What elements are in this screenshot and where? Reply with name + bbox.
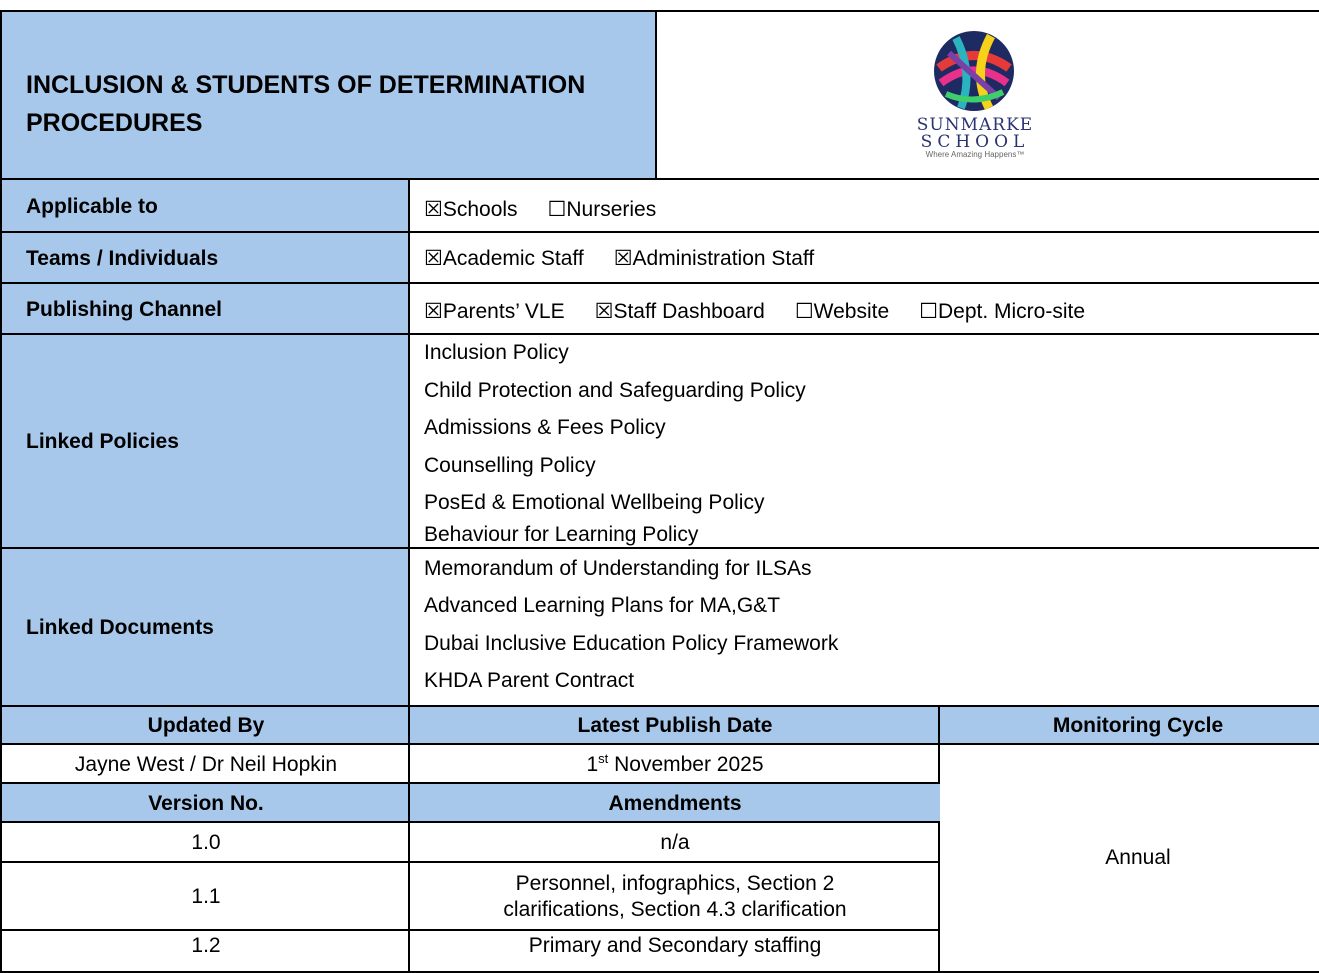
document-title-line2: PROCEDURES — [26, 109, 203, 137]
policy-item: Behaviour for Learning Policy — [424, 523, 699, 546]
checkbox-checked-icon: ☒ — [424, 299, 443, 323]
option-website — [795, 299, 889, 325]
publish-day-suffix: st — [598, 750, 609, 766]
monitoring-cycle-value: Annual — [1105, 846, 1171, 869]
school-logo-text — [897, 116, 1053, 160]
version-header — [0, 782, 410, 823]
monitoring-header — [938, 705, 1319, 745]
amendment-text-line2: clarifications, Section 4.3 clarification — [503, 898, 847, 921]
option-label: Schools — [442, 197, 518, 221]
teams-value-cell — [408, 231, 1319, 284]
publish-month-year: November 2025 — [608, 752, 764, 776]
checkbox-checked-icon: ☒ — [594, 299, 614, 323]
publish-day: 1 — [586, 752, 599, 776]
amendments-header — [408, 782, 940, 823]
school-logo-tagline: Where Amazing Happens™ — [925, 150, 1025, 159]
version-header-text: Version No. — [148, 791, 264, 815]
checkbox-unchecked-icon: ☐ — [919, 299, 938, 323]
checkbox-unchecked-icon: ☐ — [547, 197, 567, 221]
checkbox-unchecked-icon: ☐ — [794, 299, 814, 323]
policy-item: Counselling Policy — [424, 454, 596, 477]
checkbox-checked-icon: ☒ — [424, 246, 443, 270]
publish-date-value — [586, 752, 763, 778]
option-label: Dept. Micro-site — [937, 299, 1086, 323]
option-administration-staff — [614, 246, 815, 272]
school-logo-icon — [931, 28, 1017, 114]
amendment-text: n/a — [660, 831, 690, 854]
document-title-line1: INCLUSION & STUDENTS OF DETERMINATION — [26, 71, 586, 99]
option-label: Website — [813, 299, 890, 323]
option-nurseries — [548, 197, 657, 223]
policies-label-cell — [0, 333, 410, 549]
option-label: Staff Dashboard — [613, 299, 765, 323]
policies-label: Linked Policies — [26, 430, 179, 453]
documents-value-cell — [408, 547, 1319, 707]
version-row-2-amendment — [408, 861, 940, 931]
publishing-label: Publishing Channel — [26, 297, 223, 321]
teams-label-cell — [0, 231, 410, 284]
policy-item: Admissions & Fees Policy — [424, 416, 666, 439]
option-label: Administration Staff — [632, 246, 815, 270]
publish-date-header-text: Latest Publish Date — [577, 714, 773, 737]
document-item: KHDA Parent Contract — [424, 669, 635, 692]
school-logo-sub: SCHOOL — [920, 132, 1030, 152]
monitoring-cycle-cell — [938, 743, 1319, 973]
version-number: 1.2 — [191, 934, 221, 957]
policy-item: Child Protection and Safeguarding Policy — [424, 379, 806, 402]
document-item: Memorandum of Understanding for ILSAs — [424, 557, 812, 580]
publish-date-cell — [408, 743, 940, 784]
version-row-1-amendment — [408, 821, 940, 863]
version-row-2-number — [0, 861, 410, 931]
version-number: 1.1 — [191, 885, 221, 908]
option-label: Academic Staff — [442, 246, 584, 270]
policy-item: PosEd & Emotional Wellbeing Policy — [424, 491, 765, 514]
policies-value-cell — [408, 333, 1319, 549]
version-number: 1.0 — [191, 831, 221, 854]
amendments-header-text: Amendments — [608, 791, 742, 815]
applicable-value-cell — [408, 178, 1319, 233]
logo-cell — [655, 10, 1319, 180]
publishing-label-cell — [0, 282, 410, 335]
school-logo-name: SUNMARKE — [916, 115, 1034, 135]
document-item: Dubai Inclusive Education Policy Framework — [424, 632, 839, 655]
documents-label: Linked Documents — [26, 616, 214, 639]
version-row-3-number — [0, 929, 410, 973]
updated-by-value: Jayne West / Dr Neil Hopkin — [74, 752, 338, 776]
option-academic-staff — [424, 246, 584, 272]
updated-by-header — [0, 705, 410, 745]
option-schools — [424, 197, 518, 223]
monitoring-header-text: Monitoring Cycle — [1052, 714, 1224, 737]
checkbox-checked-icon: ☒ — [424, 197, 443, 221]
updated-by-header-text: Updated By — [147, 714, 265, 737]
applicable-label-cell — [0, 178, 410, 233]
document-item: Advanced Learning Plans for MA,G&T — [424, 594, 781, 617]
document-title-cell — [0, 10, 657, 180]
version-row-1-number — [0, 821, 410, 863]
option-label: Parents’ VLE — [442, 299, 565, 323]
publishing-value-cell — [408, 282, 1319, 335]
option-dept-micro-site — [919, 299, 1085, 325]
updated-by-cell — [0, 743, 410, 784]
applicable-label: Applicable to — [26, 194, 158, 218]
option-parents-vle — [424, 299, 565, 325]
amendment-text-line1: Personnel, infographics, Section 2 — [515, 872, 835, 895]
documents-label-cell — [0, 547, 410, 707]
teams-label: Teams / Individuals — [26, 246, 219, 270]
policy-item: Inclusion Policy — [424, 341, 569, 364]
version-row-3-amendment — [408, 929, 940, 973]
publish-date-header — [408, 705, 940, 745]
document-title — [26, 66, 585, 142]
amendment-text: Primary and Secondary staffing — [528, 934, 822, 957]
option-staff-dashboard — [595, 299, 765, 325]
checkbox-checked-icon: ☒ — [613, 246, 633, 270]
option-label: Nurseries — [566, 197, 657, 221]
